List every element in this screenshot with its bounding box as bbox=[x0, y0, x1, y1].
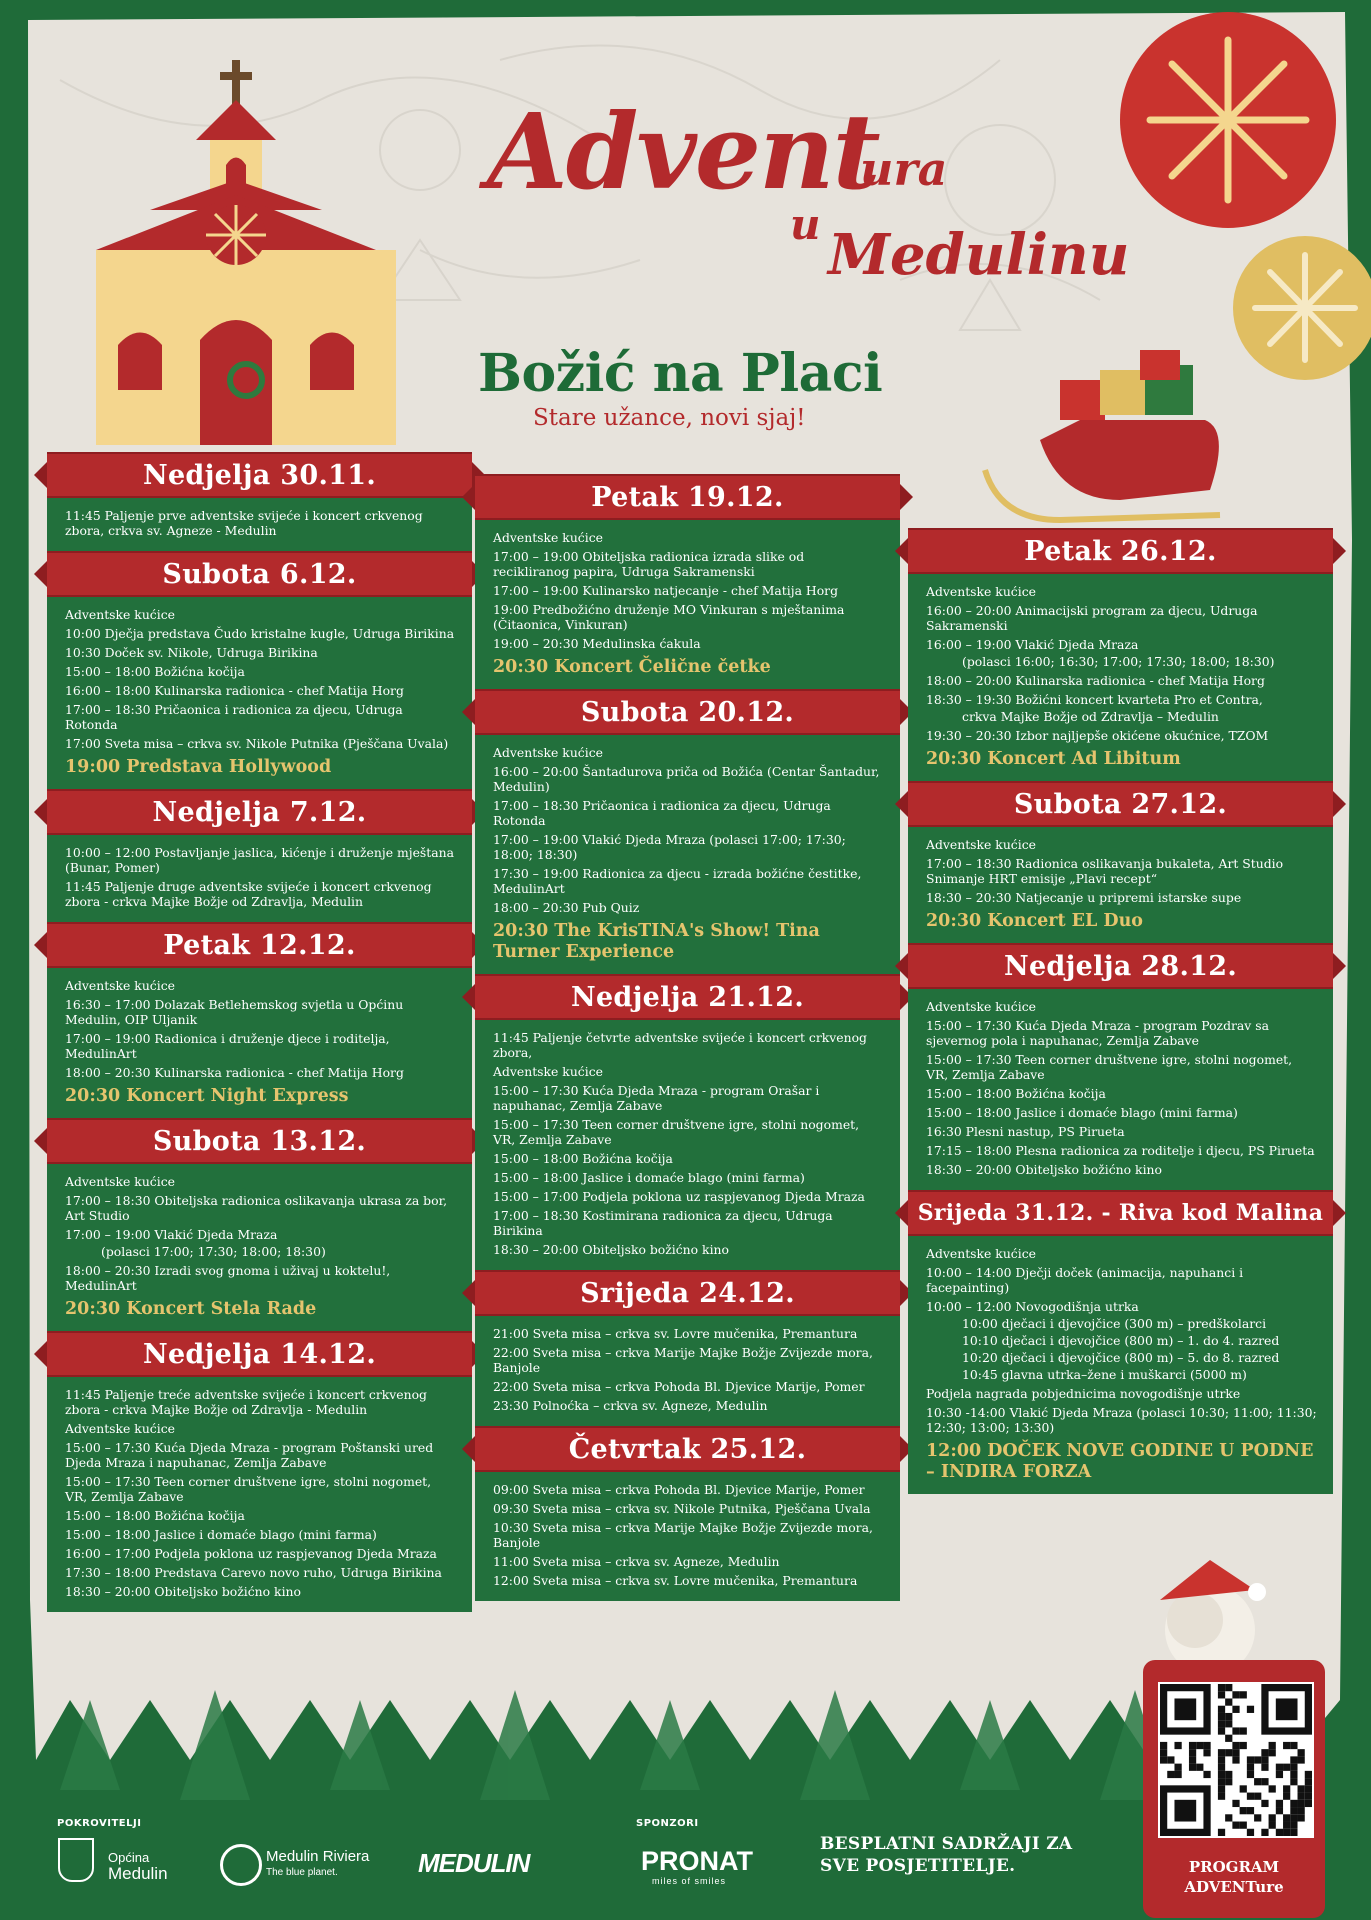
day-header: Nedjelja 21.12. bbox=[475, 974, 900, 1020]
event-item: 17:00 – 18:30 Pričaonica i radionica za djecu, Udruga Rotonda bbox=[65, 702, 403, 732]
event-item: 15:00 – 17:30 Teen corner društvene igre, stolni nogomet, VR, Zemlja Zabave bbox=[65, 1474, 432, 1504]
event-item: 10:00 Dječja predstava Čudo kristalne kugle, Udruga Birikina bbox=[65, 626, 455, 641]
day-events bbox=[47, 1164, 472, 1331]
free-line-1: BESPLATNI SADRŽAJI ZA bbox=[820, 1834, 1073, 1854]
day-header: Subota 20.12. bbox=[475, 689, 900, 735]
event-item: 17:30 – 18:00 Predstava Carevo novo ruho, Udruga Birikina bbox=[65, 1565, 442, 1580]
day-block bbox=[47, 789, 472, 922]
event-item: 15:00 – 18:00 Božićna kočija bbox=[65, 664, 245, 679]
day-events bbox=[475, 520, 900, 689]
day-header: Nedjelja 7.12. bbox=[47, 789, 472, 835]
free-line-2: SVE POSJETITELJE. bbox=[820, 1856, 1016, 1876]
day-header: Subota 6.12. bbox=[47, 551, 472, 597]
schedule-column-3 bbox=[908, 528, 1333, 1494]
event-item: 15:00 – 18:00 Jaslice i domaće blago (mini farma) bbox=[926, 1105, 1238, 1120]
event-item: 12:00 Sveta misa – crkva sv. Lovre mučenika, Premantura bbox=[493, 1573, 858, 1588]
event-item: Adventske kućice bbox=[493, 745, 603, 760]
opcina-medulin-logo bbox=[58, 1838, 94, 1882]
event-item: 17:00 Sveta misa – crkva sv. Nikole Putnika (Pješčana Uvala) bbox=[65, 736, 449, 751]
day-events bbox=[475, 1316, 900, 1426]
event-item: 10:00 – 12:00 Postavljanje jaslica, kićenje i druženje mještana (Bunar, Pomer) bbox=[65, 845, 454, 875]
event-item: Adventske kućice bbox=[926, 584, 1036, 599]
day-header: Četvrtak 25.12. bbox=[475, 1426, 900, 1472]
day-block bbox=[47, 922, 472, 1118]
event-item: Adventske kućice bbox=[926, 999, 1036, 1014]
event-item: 10:20 dječaci i djevojčice (800 m) – 5. do 8. razred bbox=[962, 1350, 1280, 1365]
logo-medulin-riviera: Medulin Riviera bbox=[266, 1848, 370, 1865]
day-events bbox=[908, 1236, 1333, 1494]
event-item: 18:00 – 20:00 Kulinarska radionica - chef Matija Horg bbox=[926, 673, 1265, 688]
logo-pronat: PRONAT bbox=[641, 1846, 753, 1876]
event-item: 16:30 – 17:00 Dolazak Betlehemskog svjetla u Općinu Medulin, OIP Uljanik bbox=[65, 997, 404, 1027]
event-item: 15:00 – 17:00 Podjela poklona uz raspjevanog Djeda Mraza bbox=[493, 1189, 865, 1204]
event-item: 15:00 – 18:00 Jaslice i domaće blago (mini farma) bbox=[65, 1527, 377, 1542]
day-header: Nedjelja 14.12. bbox=[47, 1331, 472, 1377]
event-item: 10:10 dječaci i djevojčice (800 m) – 1. do 4. razred bbox=[962, 1333, 1280, 1348]
event-item: 18:00 – 20:30 Izradi svog gnoma i uživaj u koktelu!, MedulinArt bbox=[65, 1263, 391, 1293]
event-item: 15:00 – 17:30 Kuća Djeda Mraza - program Poštanski ured Djeda Mraza i napuhanac, Zemlja Zabave bbox=[65, 1440, 434, 1470]
event-item: 17:15 – 18:00 Plesna radionica za roditelje i djecu, PS Pirueta bbox=[926, 1143, 1315, 1158]
event-highlight: 12:00 DOČEK NOVE GODINE U PODNE – INDIRA FORZA bbox=[926, 1441, 1314, 1482]
day-block bbox=[475, 689, 900, 974]
event-item: Adventske kućice bbox=[493, 530, 603, 545]
event-subtitle: Božić na Placi bbox=[478, 343, 883, 404]
day-header: Subota 13.12. bbox=[47, 1118, 472, 1164]
event-item: 10:30 -14:00 Vlakić Djeda Mraza (polasci 10:30; 11:00; 11:30; 12:30; 13:00; 13:30) bbox=[926, 1405, 1317, 1435]
logo-medulin: Medulin bbox=[108, 1864, 168, 1883]
free-content-note bbox=[820, 1833, 1072, 1877]
event-item: 15:00 – 18:00 Božićna kočija bbox=[926, 1086, 1106, 1101]
day-block bbox=[47, 1118, 472, 1331]
event-item: 09:00 Sveta misa – crkva Pohoda Bl. Djevice Marije, Pomer bbox=[493, 1482, 865, 1497]
logo-pronat-sub: miles of smiles bbox=[652, 1876, 727, 1886]
event-item: 11:45 Paljenje četvrte adventske svijeće i koncert crkvenog zbora, bbox=[493, 1030, 867, 1060]
event-item: 10:45 glavna utrka–žene i muškarci (5000 m) bbox=[962, 1367, 1247, 1382]
event-item: Adventske kućice bbox=[65, 978, 175, 993]
event-item: 15:00 – 17:30 Teen corner društvene igre, stolni nogomet, VR, Zemlja Zabave bbox=[926, 1052, 1293, 1082]
day-events bbox=[908, 989, 1333, 1190]
event-item: Adventske kućice bbox=[493, 1064, 603, 1079]
day-events bbox=[475, 735, 900, 974]
poster-title-u: u bbox=[790, 200, 821, 249]
day-events bbox=[47, 498, 472, 551]
event-highlight: 19:00 Predstava Hollywood bbox=[65, 757, 332, 777]
event-item: 21:00 Sveta misa – crkva sv. Lovre mučenika, Premantura bbox=[493, 1326, 858, 1341]
event-item: Adventske kućice bbox=[65, 1421, 175, 1436]
event-highlight: 20:30 Koncert EL Duo bbox=[926, 911, 1143, 931]
day-events bbox=[475, 1020, 900, 1270]
day-events bbox=[475, 1472, 900, 1601]
event-item: 18:30 – 20:00 Obiteljsko božićno kino bbox=[65, 1584, 301, 1599]
day-block bbox=[908, 781, 1333, 943]
day-events bbox=[47, 597, 472, 789]
event-item: 18:00 – 20:30 Pub Quiz bbox=[493, 900, 640, 915]
event-item: 18:30 – 20:00 Obiteljsko božićno kino bbox=[493, 1242, 729, 1257]
event-item: (polasci 17:00; 17:30; 18:00; 18:30) bbox=[101, 1244, 326, 1259]
day-header: Petak 19.12. bbox=[475, 474, 900, 520]
event-item: 16:00 – 20:00 Animacijski program za djecu, Udruga Sakramenski bbox=[926, 603, 1258, 633]
event-item: 19:00 Predbožićno druženje MO Vinkuran s mještanima (Čitaonica, Vinkuran) bbox=[493, 602, 845, 632]
poster-title-ura: ura bbox=[860, 142, 948, 196]
event-item: 17:00 – 18:30 Pričaonica i radionica za djecu, Udruga Rotonda bbox=[493, 798, 831, 828]
day-events bbox=[47, 1377, 472, 1612]
event-highlight: 20:30 Koncert Night Express bbox=[65, 1086, 349, 1106]
day-block bbox=[475, 1426, 900, 1601]
event-item: 22:00 Sveta misa – crkva Pohoda Bl. Djevice Marije, Pomer bbox=[493, 1379, 865, 1394]
event-item: 17:00 – 19:00 Vlakić Djeda Mraza (polasci 17:00; 17:30; 18:00; 18:30) bbox=[493, 832, 846, 862]
sponsors-label: POKROVITELJI bbox=[57, 1818, 142, 1829]
day-block bbox=[475, 974, 900, 1270]
event-item: 23:30 Polnoćka – crkva sv. Agneze, Medulin bbox=[493, 1398, 768, 1413]
event-item: 18:30 – 19:30 Božićni koncert kvarteta Pro et Contra, bbox=[926, 692, 1263, 707]
event-item: 15:00 – 18:00 Božićna kočija bbox=[65, 1508, 245, 1523]
day-header: Nedjelja 30.11. bbox=[47, 452, 472, 498]
event-item: Adventske kućice bbox=[926, 1246, 1036, 1261]
day-block bbox=[908, 943, 1333, 1190]
day-events bbox=[47, 835, 472, 922]
event-item: crkva Majke Božje od Zdravlja – Medulin bbox=[962, 709, 1219, 724]
event-item: 17:00 – 19:00 Kulinarsko natjecanje - chef Matija Horg bbox=[493, 583, 839, 598]
day-events bbox=[908, 574, 1333, 781]
poster-title-advent: Advent bbox=[487, 90, 879, 213]
event-highlight: 20:30 The KrisTINA's Show! Tina Turner Experience bbox=[493, 921, 820, 962]
program-label-2: ADVENTure bbox=[1184, 1878, 1284, 1896]
event-item: Adventske kućice bbox=[926, 837, 1036, 852]
logo-opcina: Općina bbox=[108, 1850, 150, 1865]
event-item: 17:00 – 18:30 Radionica oslikavanja bukaleta, Art Studio Snimanje HRT emisije „Plavi recept“ bbox=[926, 856, 1284, 886]
program-label-1: PROGRAM bbox=[1188, 1858, 1280, 1876]
poster-title-medulinu: Medulinu bbox=[828, 222, 1130, 288]
event-item: 16:00 – 19:00 Vlakić Djeda Mraza bbox=[926, 637, 1139, 652]
event-item: 16:30 Plesni nastup, PS Pirueta bbox=[926, 1124, 1125, 1139]
event-item: 10:30 Sveta misa – crkva Marije Majke Božje Zvijezde mora, Banjole bbox=[493, 1520, 873, 1550]
schedule-column-2 bbox=[475, 474, 900, 1601]
day-header: Nedjelja 28.12. bbox=[908, 943, 1333, 989]
event-item: 17:00 – 19:00 Radionica i druženje djece i roditelja, MedulinArt bbox=[65, 1031, 390, 1061]
event-item: 15:00 – 18:00 Jaslice i domaće blago (mini farma) bbox=[493, 1170, 805, 1185]
event-item: 16:00 – 18:00 Kulinarska radionica - chef Matija Horg bbox=[65, 683, 404, 698]
event-item: 10:30 Doček sv. Nikole, Udruga Birikina bbox=[65, 645, 318, 660]
event-item: 10:00 – 12:00 Novogodišnja utrka bbox=[926, 1299, 1139, 1314]
event-item: Adventske kućice bbox=[65, 607, 175, 622]
event-item: 22:00 Sveta misa – crkva Marije Majke Božje Zvijezde mora, Banjole bbox=[493, 1345, 873, 1375]
day-block bbox=[47, 551, 472, 789]
event-item: 16:00 – 17:00 Podjela poklona uz raspjevanog Djeda Mraza bbox=[65, 1546, 437, 1561]
event-tagline: Stare užance, novi sjaj! bbox=[533, 405, 806, 431]
day-events bbox=[47, 968, 472, 1118]
day-events bbox=[908, 827, 1333, 943]
logo-medulin-riviera-sub: The blue planet. bbox=[266, 1867, 338, 1878]
event-item: Podjela nagrada pobjednicima novogodišnje utrke bbox=[926, 1386, 1241, 1401]
sponsors2-label: SPONZORI bbox=[636, 1818, 699, 1829]
day-header: Subota 27.12. bbox=[908, 781, 1333, 827]
logo-medulin-fm: MEDULIN bbox=[418, 1848, 530, 1878]
event-item: 19:00 – 20:30 Medulinska ćakula bbox=[493, 636, 701, 651]
event-item: 17:00 – 18:30 Kostimirana radionica za djecu, Udruga Birikina bbox=[493, 1208, 833, 1238]
event-item: (polasci 16:00; 16:30; 17:00; 17:30; 18:00; 18:30) bbox=[962, 654, 1275, 669]
event-item: 15:00 – 18:00 Božićna kočija bbox=[493, 1151, 673, 1166]
day-block bbox=[475, 474, 900, 689]
day-header: Srijeda 24.12. bbox=[475, 1270, 900, 1316]
event-item: 17:30 – 19:00 Radionica za djecu - izrada božićne čestitke, MedulinArt bbox=[493, 866, 862, 896]
event-item: 19:30 – 20:30 Izbor najljepše okićene okućnice, TZOM bbox=[926, 728, 1269, 743]
event-item: 17:00 – 18:30 Obiteljska radionica oslikavanja ukrasa za bor, Art Studio bbox=[65, 1193, 448, 1223]
event-item: 18:30 – 20:00 Obiteljsko božićno kino bbox=[926, 1162, 1162, 1177]
qr-code-icon[interactable] bbox=[1158, 1682, 1314, 1838]
day-block bbox=[908, 1190, 1333, 1494]
event-highlight: 20:30 Koncert Čelične četke bbox=[493, 657, 771, 677]
program-qr-box[interactable] bbox=[1143, 1660, 1325, 1918]
event-item: 11:45 Paljenje prve adventske svijeće i koncert crkvenog zbora, crkva sv. Agneze - Medulin bbox=[65, 508, 423, 538]
schedule-column-1 bbox=[47, 452, 472, 1612]
event-item: Adventske kućice bbox=[65, 1174, 175, 1189]
event-item: 09:30 Sveta misa – crkva sv. Nikole Putnika, Pješčana Uvala bbox=[493, 1501, 871, 1516]
event-item: 10:00 – 14:00 Dječji doček (animacija, napuhanci i facepainting) bbox=[926, 1265, 1244, 1295]
event-item: 15:00 – 17:30 Teen corner društvene igre, stolni nogomet, VR, Zemlja Zabave bbox=[493, 1117, 860, 1147]
event-item: 17:00 – 19:00 Obiteljska radionica izrada slike od recikliranog papira, Udruga Sakramenski bbox=[493, 549, 805, 579]
event-item: 11:45 Paljenje druge adventske svijeće i koncert crkvenog zbora - crkva Majke Božje od Zdravlja, Medulin bbox=[65, 879, 432, 909]
event-item: 18:00 – 20:30 Kulinarska radionica - chef Matija Horg bbox=[65, 1065, 404, 1080]
day-header: Srijeda 31.12. - Riva kod Malina bbox=[908, 1190, 1333, 1236]
event-item: 15:00 – 17:30 Kuća Djeda Mraza - program Pozdrav sa sjevernog pola i napuhanac, Zemlja Zabave bbox=[926, 1018, 1269, 1048]
event-item: 16:00 – 20:00 Šantadurova priča od Božića (Centar Šantadur, Medulin) bbox=[493, 764, 880, 794]
event-item: 11:45 Paljenje treće adventske svijeće i koncert crkvenog zbora - crkva Majke Božje od Zdravlja - Medulin bbox=[65, 1387, 427, 1417]
day-block bbox=[47, 452, 472, 551]
event-highlight: 20:30 Koncert Ad Libitum bbox=[926, 749, 1181, 769]
event-item: 15:00 – 17:30 Kuća Djeda Mraza - program Orašar i napuhanac, Zemlja Zabave bbox=[493, 1083, 820, 1113]
event-item: 17:00 – 19:00 Vlakić Djeda Mraza bbox=[65, 1227, 278, 1242]
event-highlight: 20:30 Koncert Stela Rade bbox=[65, 1299, 317, 1319]
day-block bbox=[475, 1270, 900, 1426]
day-block bbox=[908, 528, 1333, 781]
medulin-riviera-icon bbox=[220, 1844, 262, 1886]
event-item: 18:30 – 20:30 Natjecanje u pripremi istarske supe bbox=[926, 890, 1242, 905]
day-header: Petak 12.12. bbox=[47, 922, 472, 968]
day-block bbox=[47, 1331, 472, 1612]
day-header: Petak 26.12. bbox=[908, 528, 1333, 574]
event-item: 10:00 dječaci i djevojčice (300 m) – predškolarci bbox=[962, 1316, 1267, 1331]
event-item: 11:00 Sveta misa – crkva sv. Agneze, Medulin bbox=[493, 1554, 780, 1569]
